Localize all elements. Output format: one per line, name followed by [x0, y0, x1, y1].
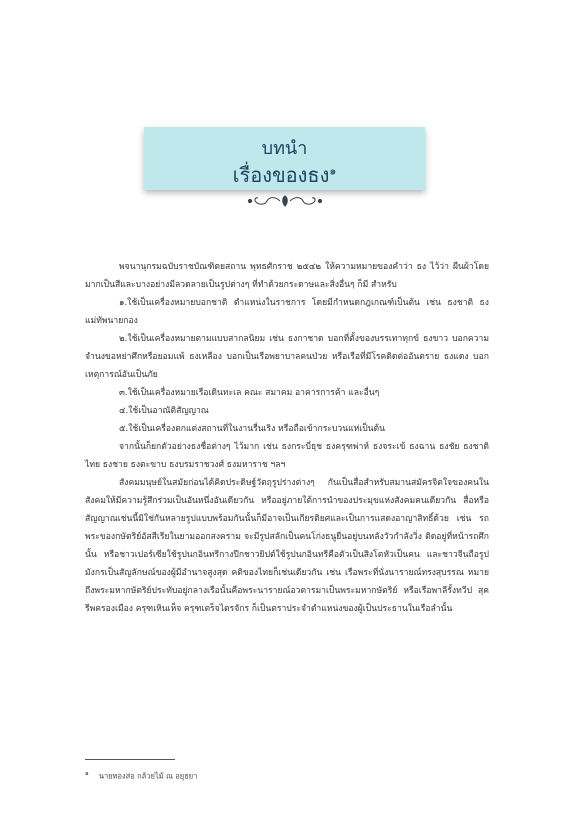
footnote [85, 768, 197, 783]
footnote-text: นายทองส่อ กล้วยไม้ ณ อยุธยา [98, 771, 198, 781]
chapter-title-box [144, 127, 425, 190]
chapter-heading: บทนำ [261, 138, 308, 159]
chapter-title-text: เรื่องของธง [232, 163, 330, 187]
footnote-divider [85, 759, 175, 760]
list-item: ๔.ใช้เป็นอาณัติสัญญาณ [119, 406, 209, 416]
list-item: ๒.ใช้เป็นเครื่องหมายตามแบบสากลนิยม เช่น ธงกาชาด บอกที่ตั้งของบรรเทาทุกข์ ธงขาว บอกความจำนงขอหย่าศึกหรือยอมแพ้ ธงเหลือง บอกเป็นเรือพยาบาลคนป่วย หรือเรือที่มีโรคติดต่ออันตราย ธงแดง บอกเหตุการณ์อันเป็นภัย [85, 334, 489, 380]
intro-paragraph: พจนานุกรมฉบับราชบัณฑิตยสถาน พุทธศักราช ๒๕๔๒ ให้ความหมายของคำว่า ธง ไว้ว่า ผืนผ้าโดยมากเป็นสีและบางอย่างมีลวดลายเป็นรูปต่างๆ ที่ทำด้วยกระดาษและสิ่งอื่นๆ ก็มี สำหรับ [85, 262, 489, 290]
chapter-title [144, 159, 425, 191]
body-text [85, 258, 489, 618]
history-paragraph: สังคมมนุษย์ในสมัยก่อนได้คิดประดิษฐ์วัตถุรูปร่างต่างๆ กันเป็นสื่อสำหรับสมานสมัครจิตใจของคนในสังคมให้มีความรู้สึกร่วมเป็นอันหนึ่งอันเดียวกัน หรืออยู่ภายใต้การนำของประมุขแห่งสังคมคนเดียวกัน สื่อหรือสัญญาณเช่นนี้มิใช่กันหลายรูปแบบพร้อมกันนั้นก็มีอาจเป็นเกียรติยศและเป็นการแสดงอาญาสิทธิ์ด้วย เช่น รถพระของกษัตริย์อัสสีเรียในยามออกสงคราม จะมีรูปสลักเป็นคนโก่งธนูยืนอยู่บนหลังวัวกำลังวิ่ง ติดอยู่ที่หน้ารถศึกนั้น หรือชาวเปอร์เซียใช้รูปนกอินทรีกางปีกชาวยิปต์ใช้รูปนกอินทรีคือตัวเป็นสิงโตหัวเป็นคน และชาวจีนถือรูปมังกรเป็นสัญลักษณ์ของผู้มีอำนาจสูงสุด คติของไทยก็เช่นเดียวกัน เช่น เรือพระที่นั่งนารายณ์ทรงสุบรรณ หมายถึงพระมหากษัตริย์ประทับอยู่กลางเรือนั้นคือพระนารายณ์อวตารมาเป็นพระมหากษัตริย์ หรือเรือพาลีรั้งทวีป สุครีพครองเมือง ครุฑเหินเห็จ ครุฑเตร็จไตรจักร ก็เป็นตราประจำตำแหน่งของผู้เป็นประธานในเรือลำนั้น [85, 478, 489, 614]
list-item: ๑.ใช้เป็นเครื่องหมายบอกชาติ ตำแหน่งในราชการ โดยมีกำหนดกฎเกณฑ์เป็นต้น เช่น ธงชาติ ธงแม่ทัพนายกอง [85, 298, 489, 326]
footnote-reference: ๑ [329, 164, 337, 178]
examples-paragraph: จากนั้นก็ยกตัวอย่างธงชื่อต่างๆ ไว้มาก เช่น ธงกระบี่ธุช ธงครุฑพ่าห์ ธงจระเข้ ธงฉาน ธงชัย ธงชาติไทย ธงชาย ธงตะขาบ ธงบรมราชวงศ์ ธงมหาราช ฯลฯ [85, 442, 489, 470]
list-item: ๕.ใช้เป็นเครื่องตกแต่งสถานที่ในงานรื่นเริง หรือถือเข้ากระบวนแห่เป็นต้น [119, 424, 386, 434]
scroll-flourish-ornament-icon [247, 194, 323, 208]
footnote-mark: ๑ [85, 770, 89, 777]
list-item: ๓.ใช้เป็นเครื่องหมายเรือเดินทะเล คณะ สมาคม อาคารการค้า และอื่นๆ [119, 388, 380, 398]
